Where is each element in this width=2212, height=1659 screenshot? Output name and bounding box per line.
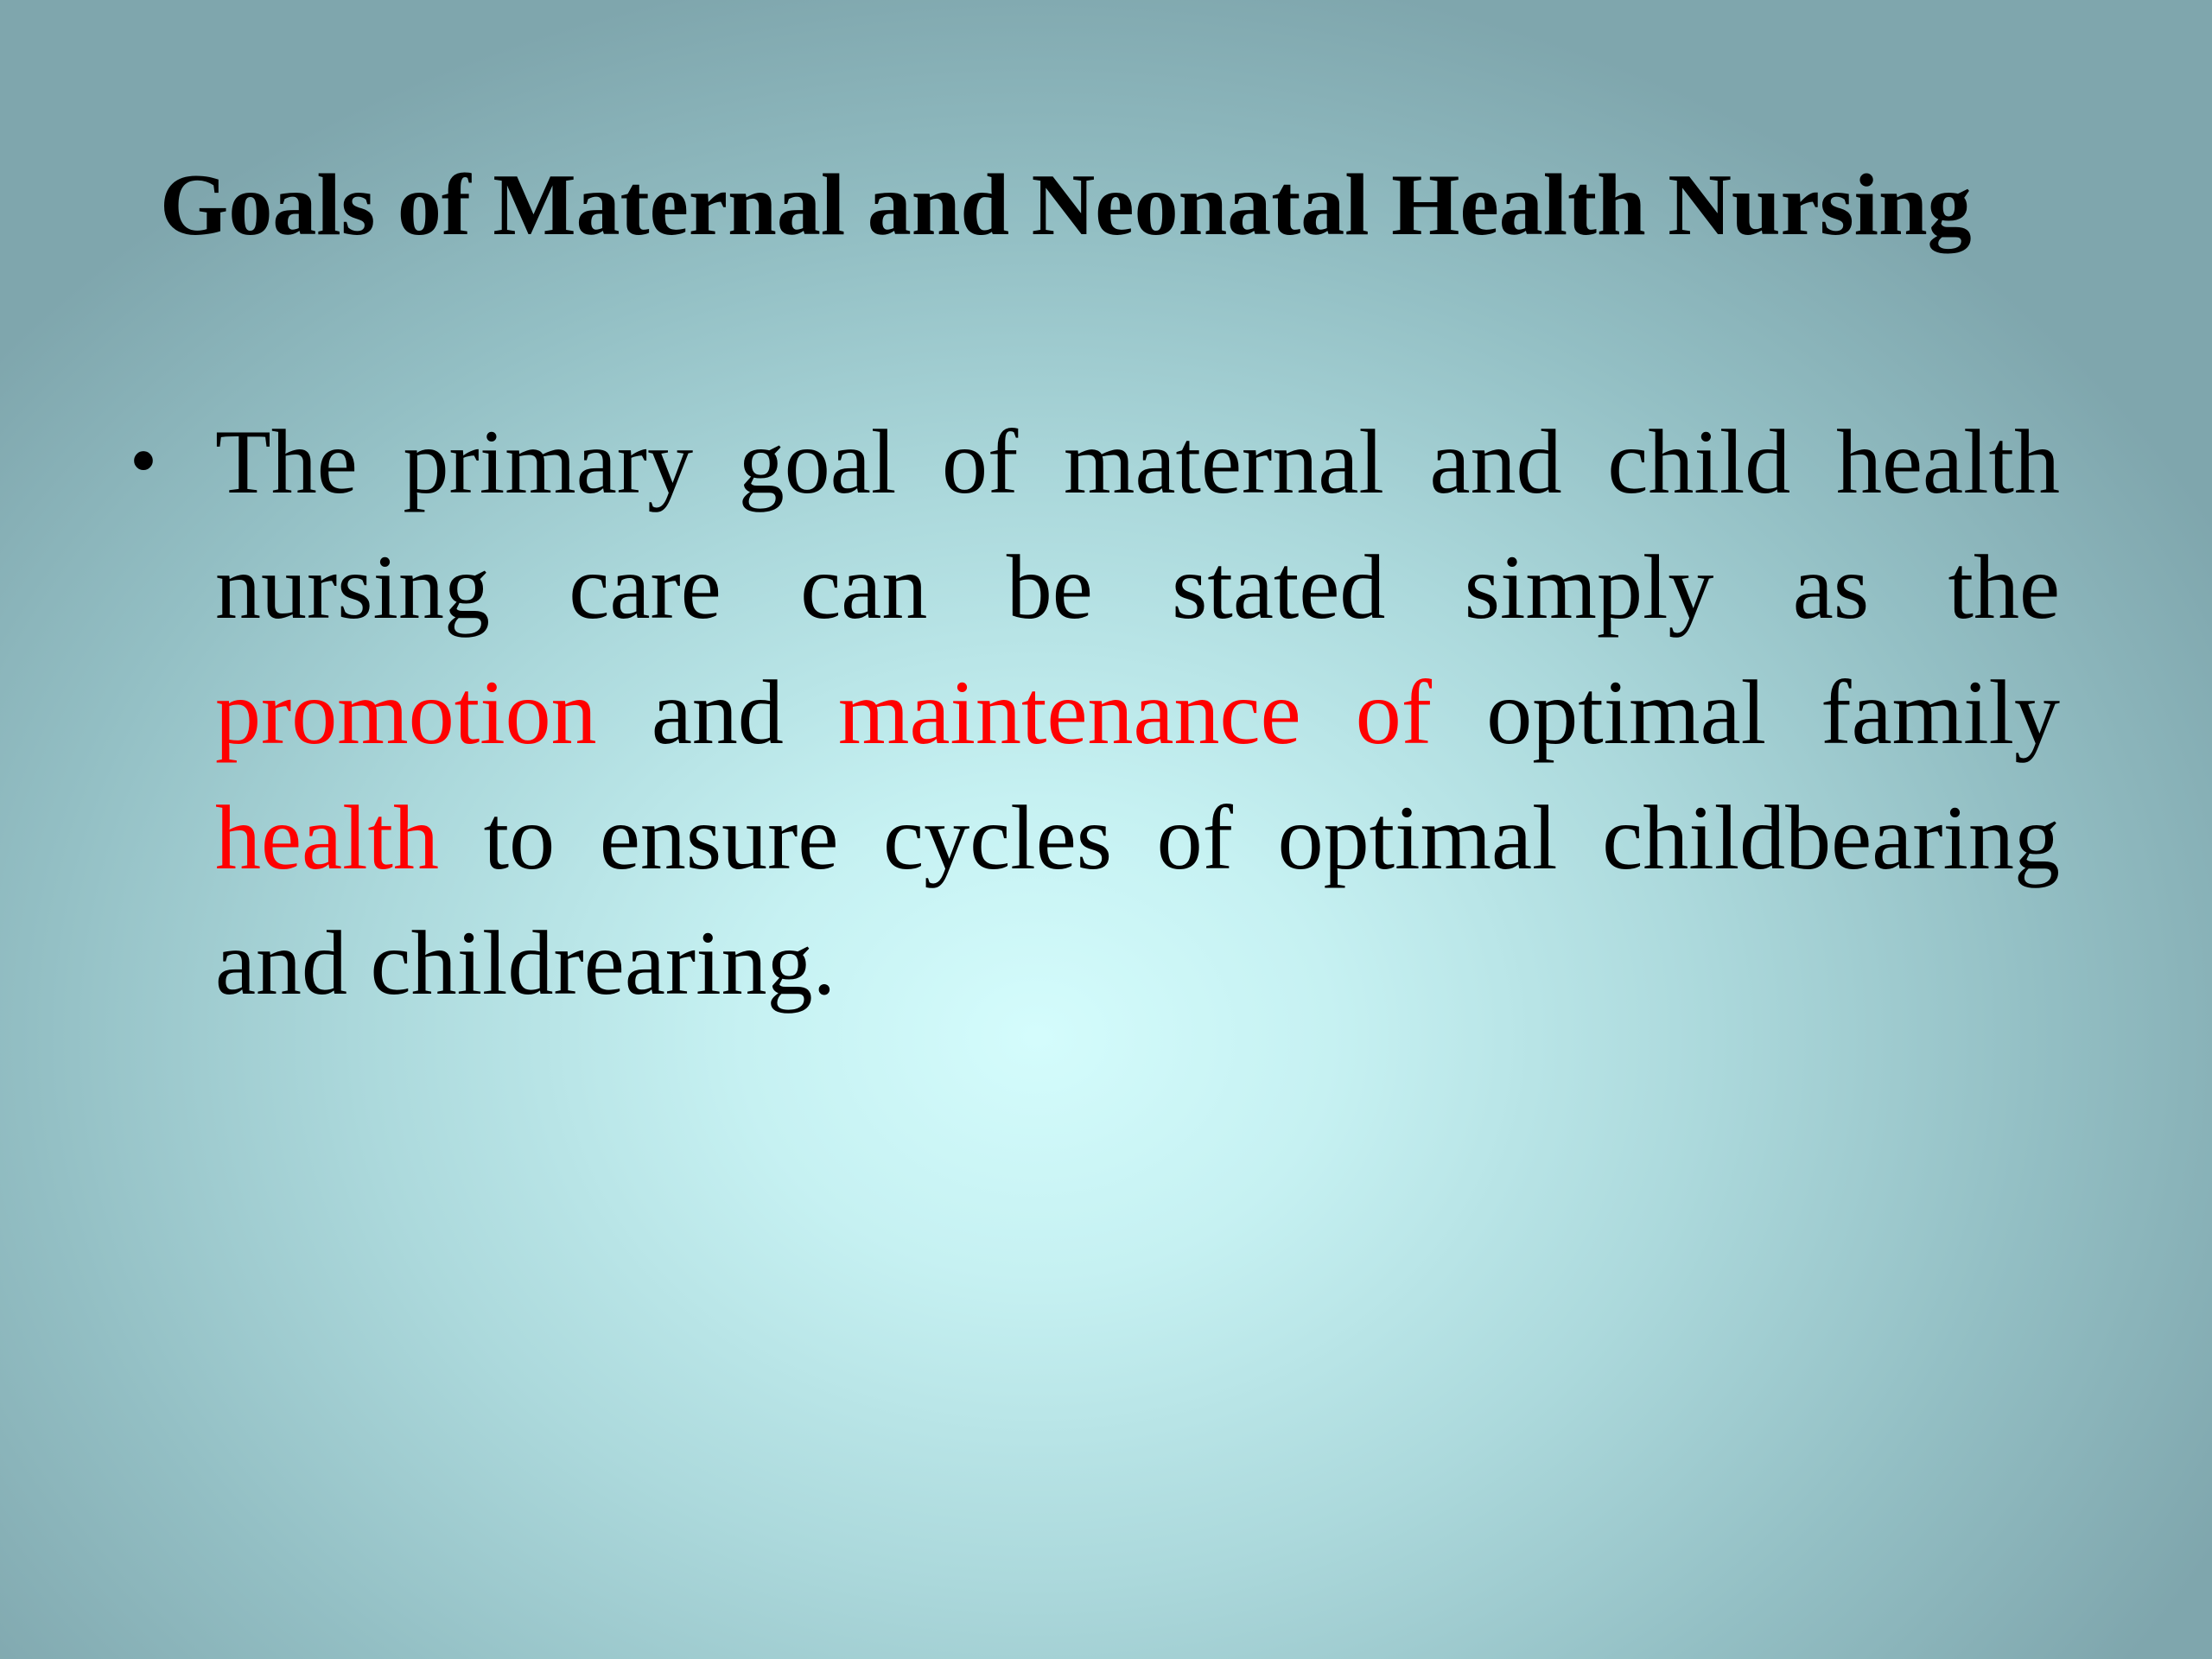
- highlight-promotion: promotion: [215, 662, 597, 763]
- slide-title: Goals of Maternal and Neonatal Health Nursing: [160, 156, 1972, 254]
- highlight-health: health: [215, 787, 439, 888]
- text-segment: and: [596, 662, 839, 763]
- text-segment: optimal family: [1432, 662, 2060, 763]
- bullet-text: [215, 399, 2060, 1026]
- text-segment: The primary goal of maternal and child health nursing care can be stated simply as the: [215, 411, 2060, 638]
- bullet-marker: •: [131, 423, 156, 499]
- highlight-maintenance-of: maintenance of: [838, 662, 1433, 763]
- text-segment: to ensure cycles of optimal childbearing and childrearing.: [215, 787, 2060, 1014]
